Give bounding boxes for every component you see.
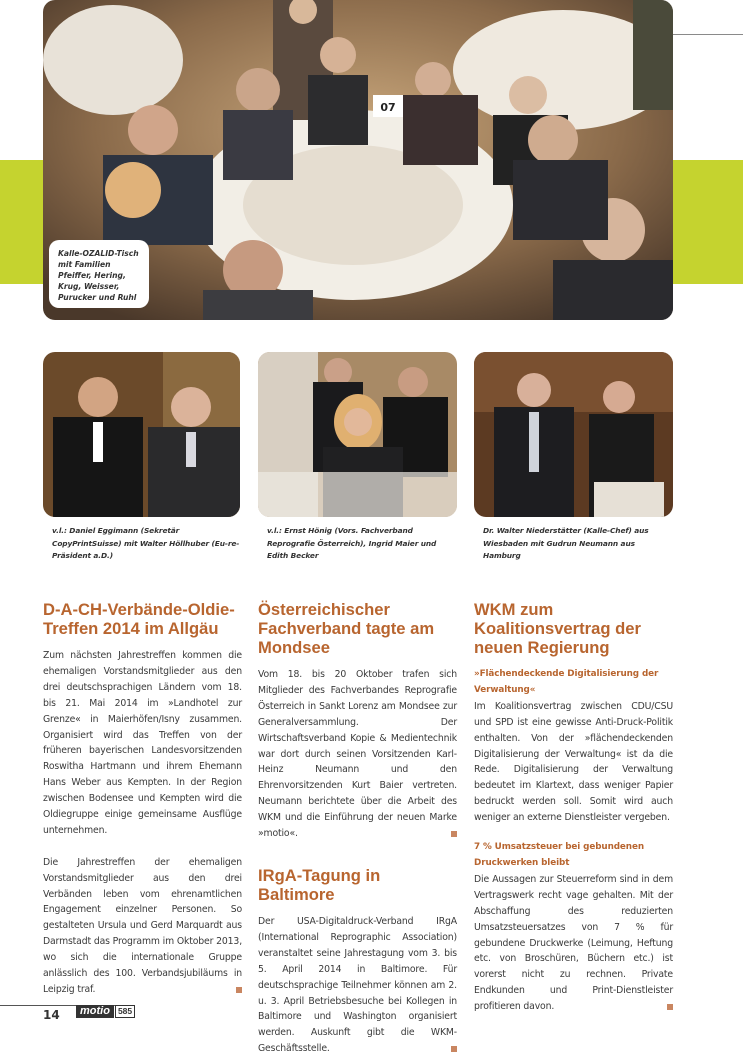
table-number: 07: [380, 101, 396, 114]
photo-caption-2: v.l.: Ernst Hönig (Vors. Fachverband Reprografie Österreich), Ingrid Maier und Edith Becker: [267, 526, 437, 560]
page-number: 14: [43, 1008, 60, 1022]
article-irga-title: IRgA-Tagung in Baltimore: [258, 865, 381, 904]
article-oesterreich-title: Österreichischer Fachverband tagte am Mondsee: [258, 600, 435, 657]
article-dach-paragraph-1: Zum nächsten Jahrestreffen kommen die ehemaligen Vorstandsmitglieder aus den drei deutschsprachigen Ländern vom 18. bis 21. Mai 2014 im »Landhotel zur Grenze« in Maierhöfen/Isny zusammen. Organisiert wird das Treffen von der früheren bayerischen Landesvorsitzenden Roswitha Hartmann und ihrem Ehemann Hans Weber aus Kempten. In der Region zwischen Bodensee und Kempten wird die Oldiegruppe einige gemeinsame Ausflüge unternehmen.: [43, 650, 242, 836]
article-irga-paragraph: Der USA-Digitaldruck-Verband IRgA (International Reprographic Association) veranstaltet seine Jahrestagung vom 3. bis 5. April 2014 in Baltimore. Für deutschsprachige Teilnehmer können am 2. u. 3. April Betriebsbesuche bei Kollegen in Baltimore und Washington organisiert werden. Auskunft gibt die WKM-Geschäftsstelle.: [258, 915, 457, 1055]
photo-hoenig-maier-becker: [258, 352, 457, 517]
logo-issue: 585: [115, 1005, 135, 1018]
article-dach-paragraph-2: Die Jahrestreffen der ehemaligen Vorstandsmitglieder aus den drei Verbänden leben vom ehrenamtlichen Engagement einzelner Personen. So gestalteten Ursula und Gerd Marquardt aus Darmstadt das Programm im Oktober 2013, wo sich die internationale Gruppe anlässlich des 100. Verbandsjubiläums in Leipzig traf.: [43, 856, 242, 996]
photo-caption-3: Dr. Walter Niederstätter (Kalle-Chef) aus Wiesbaden mit Gudrun Neumann aus Hamburg: [483, 526, 649, 560]
article-oesterreich: [258, 600, 457, 1057]
motio-logo: [76, 1005, 135, 1018]
article-oesterreich-paragraph: Vom 18. bis 20 Oktober trafen sich Mitglieder des Fachverbandes Reprografie Österreich in Sankt Lorenz am Mondsee zur Generalversammlung. Der Wirtschaftsverband Kopie & Medientechnik war dort durch seinen Vorsitzenden Karl-Heinz Neumann und den Ehrenvorsitzenden Kurt Baier vertreten. Neumann berichtete über die Arbeit des WKM und die Einführung der neuen Marke »motio«.: [258, 669, 457, 840]
header-rule: [671, 34, 743, 35]
article-wkm-paragraph-2: Die Aussagen zur Steuerreform sind in dem Vertragswerk recht vage gehalten. Mit der Abschaffung des reduzierten Umsatzsteuersatzes von 7 % für gebundene Druckwerke (Leimung, Heftung etc. von Broschüren, Büchern etc.) ist vorerst nicht zu rechnen. Private Endkunden und Print-Dienstleister profitieren davon.: [474, 873, 673, 1013]
photo-eggimann-hoellhuber: [43, 352, 240, 517]
article-wkm: [474, 600, 673, 1015]
article-wkm-subheading-1: »Flächendeckende Digitalisierung der Verwaltung«: [474, 669, 659, 695]
article-dach: [43, 600, 242, 998]
article-wkm-paragraph-1: Im Koalitionsvertrag zwischen CDU/CSU und SPD ist eine gewisse Anti-Druck-Politik enthalten. Von der »flächendeckenden Digitalisierung der Verwaltung« ist da die Rede. Digitalisierung der Verwaltung bedeutet im Klartext, dass weniger Papier bedruckt werden soll. Somit wird auch weniger an externe Dienstleister vergeben.: [474, 700, 673, 824]
photo-niederstaetter-neumann: [474, 352, 673, 517]
end-mark: [236, 987, 242, 993]
accent-bar-right: [661, 160, 743, 284]
end-mark: [451, 831, 457, 837]
article-wkm-subheading-2: 7 % Umsatzsteuer bei gebundenen Druckwerken bleibt: [474, 842, 644, 868]
photo-caption-1: v.l.: Daniel Eggimann (Sekretär CopyPrintSuisse) mit Walter Höllhuber (Eu-re-Präsident a.D.): [52, 526, 240, 560]
article-wkm-title: WKM zum Koalitionsvertrag der neuen Regierung: [474, 600, 641, 657]
end-mark: [667, 1004, 673, 1010]
hero-caption: Kalle-OZALID-Tisch mit Familien Pfeiffer, Hering, Krug, Weisser, Purucker und Ruhl: [49, 240, 149, 308]
end-mark: [451, 1046, 457, 1052]
article-dach-title: D-A-CH-Verbände-Oldie-Treffen 2014 im Allgäu: [43, 600, 235, 638]
logo-word: motio: [76, 1005, 114, 1018]
